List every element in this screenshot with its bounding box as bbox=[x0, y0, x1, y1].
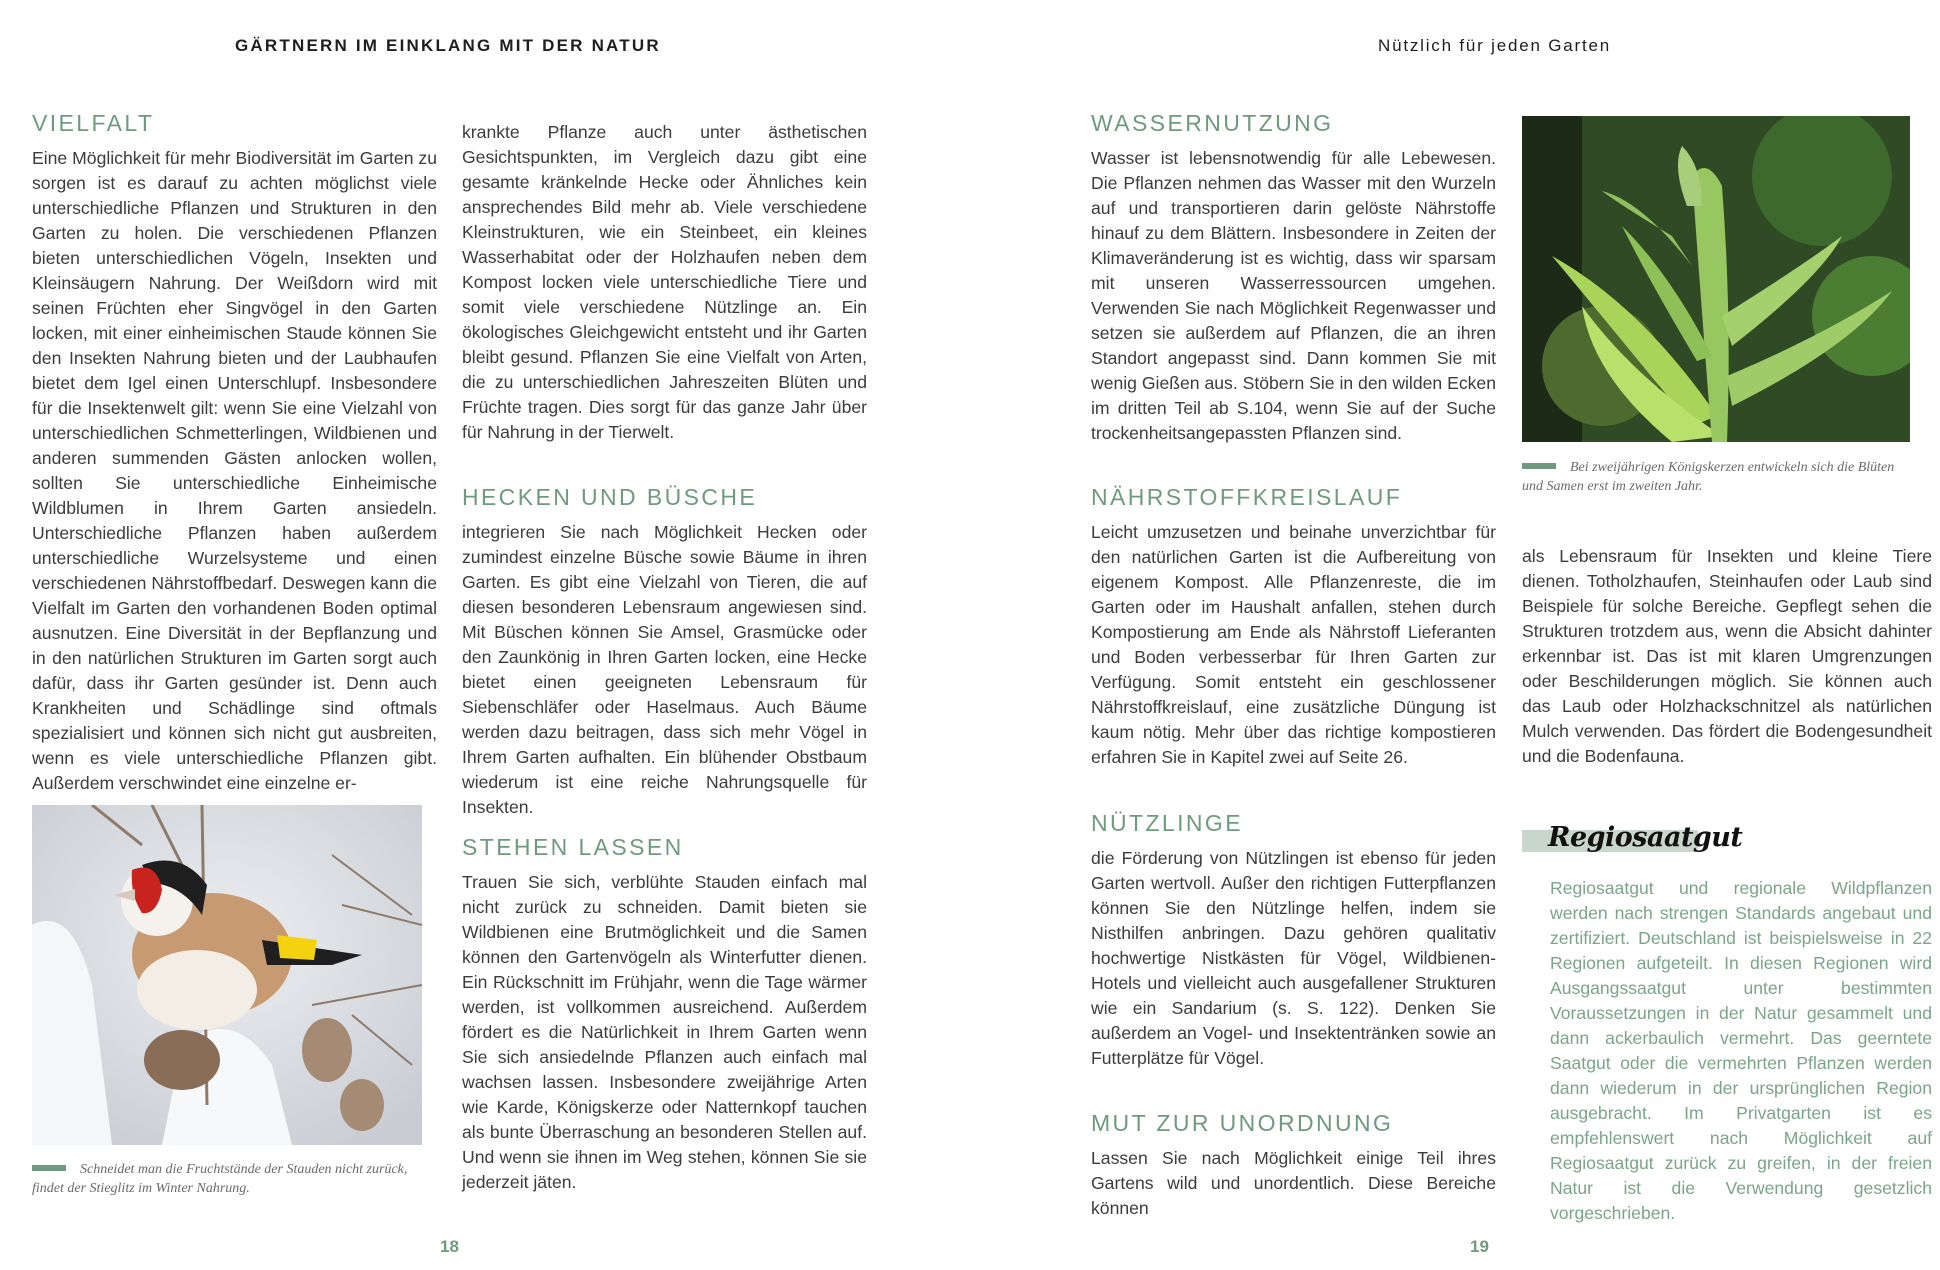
section-title-naehrstoffkreislauf: NÄHRSTOFFKREISLAUF bbox=[1091, 484, 1403, 510]
mullein-caption bbox=[1522, 458, 1912, 496]
column-4-right bbox=[1522, 544, 1932, 769]
mullein-caption-text: Bei zweijährigen Königskerzen entwickeln sich die Blüten und Samen erst im zweiten Jahr. bbox=[1522, 460, 1895, 494]
column-vielfalt bbox=[32, 108, 437, 796]
section-text-vielfalt-continued: krankte Pflanze auch unter ästhetischen Gesichtspunkten, im Vergleich dazu gibt eine gesamte kränkelnde Hecke oder Ähnliches kein ansprechendes Bild mehr ab. Viele verschiedene Kleinstrukturen, wie ein Steinbeet, ein kleines Wasserhabitat oder der Holzhaufen neben dem Kompost locken viele unterschiedliche Tiere und somit viele verschiedene Nützlinge an. Ein ökologisches Gleichgewicht entsteht und ihr Garten bleibt gesund. Pflanzen Sie eine Vielfalt von Arten, die zu unterschiedlichen Jahreszeiten Blüten und Früchte tragen. Dies sorgt für das ganze Jahr über für Nahrung in der Tierwelt. bbox=[462, 122, 867, 442]
section-text-naehrstoffkreislauf: Leicht umzusetzen und beinahe unverzichtbar für den natürlichen Garten ist die Aufbereitung von eigenem Kompost. Alle Pflanzenreste, die im Garten oder im Haushalt anfallen, stehen durch Kompostierung am Ende als Nährstoff Lieferanten und Boden verbesserbar für Ihren Garten zur Verfügung. Somit entsteht ein geschlossener Nährstoffkreislauf, eine zusätzliche Düngung ist kaum nötig. Mehr über das richtige kompostieren erfahren Sie in Kapitel zwei auf Seite 26. bbox=[1091, 522, 1496, 767]
running-head-right: Nützlich für jeden Garten bbox=[1378, 36, 1612, 55]
section-text-wassernutzung: Wasser ist lebensnotwendig für alle Lebewesen. Die Pflanzen nehmen das Wasser mit den Wurzeln auf und transportieren darin gelöste Nährstoffe hinauf zu dem Blättern. Insbesondere in Zeiten der Klimaveränderung ist es wichtig, dass wir sparsam mit unseren Wasserressourcen umgehen. Verwenden Sie nach Möglichkeit Regenwasser und setzen sie außerdem auf Pflanzen, die an ihren Standort angepasst sind. Dann kommen Sie mit wenig Gießen aus. Stöbern Sie in den wilden Ecken im dritten Teil ab S.104, wenn Sie auf der Suche trockenheitsangepassten Pflanzen sind. bbox=[1091, 148, 1496, 443]
right-page bbox=[970, 0, 1940, 1270]
section-title-vielfalt: VIELFALT bbox=[32, 110, 155, 136]
section-text-vielfalt: Eine Möglichkeit für mehr Biodiversität im Garten zu sorgen ist es darauf zu achten möglichst viele unterschiedliche Pflanzen und Strukturen in den Garten zu holen. Die verschiedenen Pflanzen bieten unterschiedlichen Vögeln, Insekten und Kleinsäugern Nahrung. Der Weißdorn wird mit seinen Früchten eher Singvögel in den Garten locken, mit einer einheimischen Staude können Sie den Insekten Nahrung bieten und der Laubhaufen bietet dem Igel einen Unterschlupf. Insbesondere für die Insektenwelt gilt: wenn Sie eine Vielzahl von unterschiedlichen Schmetterlingen, Wildbienen und anderen summenden Gästen anlocken wollen, sollten Sie unterschiedliche Einheimische Wildblumen in Ihrem Garten ansiedeln. Unterschiedliche Pflanzen haben außerdem unterschiedliche Wurzelsysteme und einen verschiedenen Nährstoffbedarf. Deswegen kann die Vielfalt im Garten den vorhandenen Boden optimal ausnutzen. Eine Diversität in der Bepflanzung und in den natürlichen Strukturen im Garten sorgt auch dafür, dass ihr Garten gesünder ist. Denn auch Krankheiten und Schädlinge sind oftmals spezialisiert und können sich nicht gut ausbreiten, wenn es viele unterschiedliche Pflanzen gibt. Außerdem verschwindet eine einzelne er- bbox=[32, 148, 437, 793]
running-head-left: GÄRTNERN IM EINKLANG MIT DER NATUR bbox=[235, 36, 661, 55]
column-mut-zur-unordnung bbox=[1091, 1108, 1496, 1221]
goldfinch-caption bbox=[32, 1160, 422, 1198]
section-text-mut-zur-unordnung: Lassen Sie nach Möglichkeit einige Teil ihres Gartens wild und unordentlich. Diese Bereiche können bbox=[1091, 1148, 1496, 1218]
goldfinch-image-icon bbox=[32, 805, 422, 1145]
section-text-hecken: integrieren Sie nach Möglichkeit Hecken oder zumindest einzelne Büsche sowie Bäume in ihren Garten. Es gibt eine Vielzahl von Tieren, die auf diesen besonderen Lebensraum angewiesen sind. Mit Büschen können Sie Amsel, Grasmücke oder den Zaunkönig in Ihren Garten locken, eine Hecke bietet einen geeigneten Lebensraum für Siebenschläfer oder Haselmaus. Auch Bäume werden dazu beitragen, dass sich mehr Vögel in Ihrem Garten aufhalten. Ein blühender Obstbaum wiederum ist eine reiche Nahrungsquelle für Insekten. bbox=[462, 522, 867, 817]
goldfinch-caption-text: Schneidet man die Fruchtstände der Stauden nicht zurück, findet der Stieglitz im Winter Nahrung. bbox=[32, 1162, 408, 1196]
column-2-left bbox=[462, 120, 867, 445]
section-text-nuetzlinge: die Förderung von Nützlingen ist ebenso für jeden Garten wertvoll. Außer den richtigen Futterpflanzen können Sie den Nützlinge helfen, indem sie Nisthilfen anbringen. Dazu gehören qualitativ hochwertige Nistkästen für Vögel, Wildbienen-Hotels und vielleicht auch ausgefallener Strukturen wie ein Sandarium (s. S. 122). Denken Sie außerdem an Vogel- und Insektentränken sowie an Futterplätze für Vögel. bbox=[1091, 848, 1496, 1068]
section-title-hecken: HECKEN UND BÜSCHE bbox=[462, 484, 758, 510]
caption-bar-icon bbox=[1522, 463, 1556, 469]
goldfinch-photo bbox=[32, 805, 422, 1145]
column-stehen-lassen bbox=[462, 832, 867, 1195]
section-text-stehen-lassen: Trauen Sie sich, verblühte Stauden einfach mal nicht zurück zu schneiden. Damit bieten sie Wildbienen eine Brutmöglichkeit und die Samen können den Gartenvögeln als Winterfutter dienen. Ein Rückschnitt im Frühjahr, wenn die Tage wärmer werden, ist vollkommen ausreichend. Außerdem fördert es die Natürlichkeit in Ihrem Garten wenn Sie sich ansiedelnde Pflanzen auch einfach mal wachsen lassen. Insbesondere zweijährige Arten wie Karde, Königskerze oder Natternkopf tauchen als bunte Überraschung an besonderen Stellen auf. Und wenn sie ihnen im Weg stehen, können Sie sie jederzeit jäten. bbox=[462, 872, 867, 1192]
section-text-mut-zur-unordnung-continued: als Lebensraum für Insekten und kleine Tiere dienen. Totholzhaufen, Steinhaufen oder Laub sind Beispiele für solche Bereiche. Gepflegt sehen die Strukturen trotzdem aus, wenn die Absicht dahinter erkennbar ist. Das ist mit klaren Umgrenzungen oder Beschilderungen möglich. Sie können auch das Laub oder Holzhackschnitzel als natürlichen Mulch verwenden. Das fördert die Bodengesundheit und die Bodenfauna. bbox=[1522, 546, 1932, 766]
column-nuetzlinge bbox=[1091, 808, 1496, 1071]
section-title-mut-zur-unordnung: MUT ZUR UNORDNUNG bbox=[1091, 1110, 1394, 1136]
info-box-title: Regiosaatgut bbox=[1548, 822, 1743, 853]
column-naehrstoffkreislauf bbox=[1091, 482, 1496, 770]
section-title-stehen-lassen: STEHEN LASSEN bbox=[462, 834, 684, 860]
page-number-right: 19 bbox=[1470, 1237, 1489, 1256]
column-wassernutzung bbox=[1091, 108, 1496, 446]
section-title-nuetzlinge: NÜTZLINGE bbox=[1091, 810, 1243, 836]
info-box-regiosaatgut bbox=[1550, 876, 1932, 1226]
info-box-text: Regiosaatgut und regionale Wildpflanzen werden nach strengen Standards angebaut und zertifiziert. Deutschland ist beispielsweise in 22 Regionen aufgeteilt. In diesen Regionen wird Ausgangssaatgut unter bestimmten Voraussetzungen in der Natur gesammelt und dann ackerbaulich vermehrt. Das geerntete Saatgut oder die vermehrten Pflanzen werden dann wiederum in der ursprünglichen Region ausgebracht. Im Privatgarten ist es empfehlenswert nach Möglichkeit auf Regiosaatgut zurück zu greifen, in der freien Natur ist die Verwendung gesetzlich vorgeschrieben. bbox=[1550, 878, 1932, 1223]
mullein-plant-image-icon bbox=[1522, 116, 1910, 442]
section-title-wassernutzung: WASSERNUTZUNG bbox=[1091, 110, 1334, 136]
info-box-header bbox=[1522, 822, 1742, 853]
mullein-photo bbox=[1522, 116, 1910, 442]
page-number-left: 18 bbox=[440, 1237, 459, 1256]
caption-bar-icon bbox=[32, 1165, 66, 1171]
column-hecken bbox=[462, 482, 867, 820]
